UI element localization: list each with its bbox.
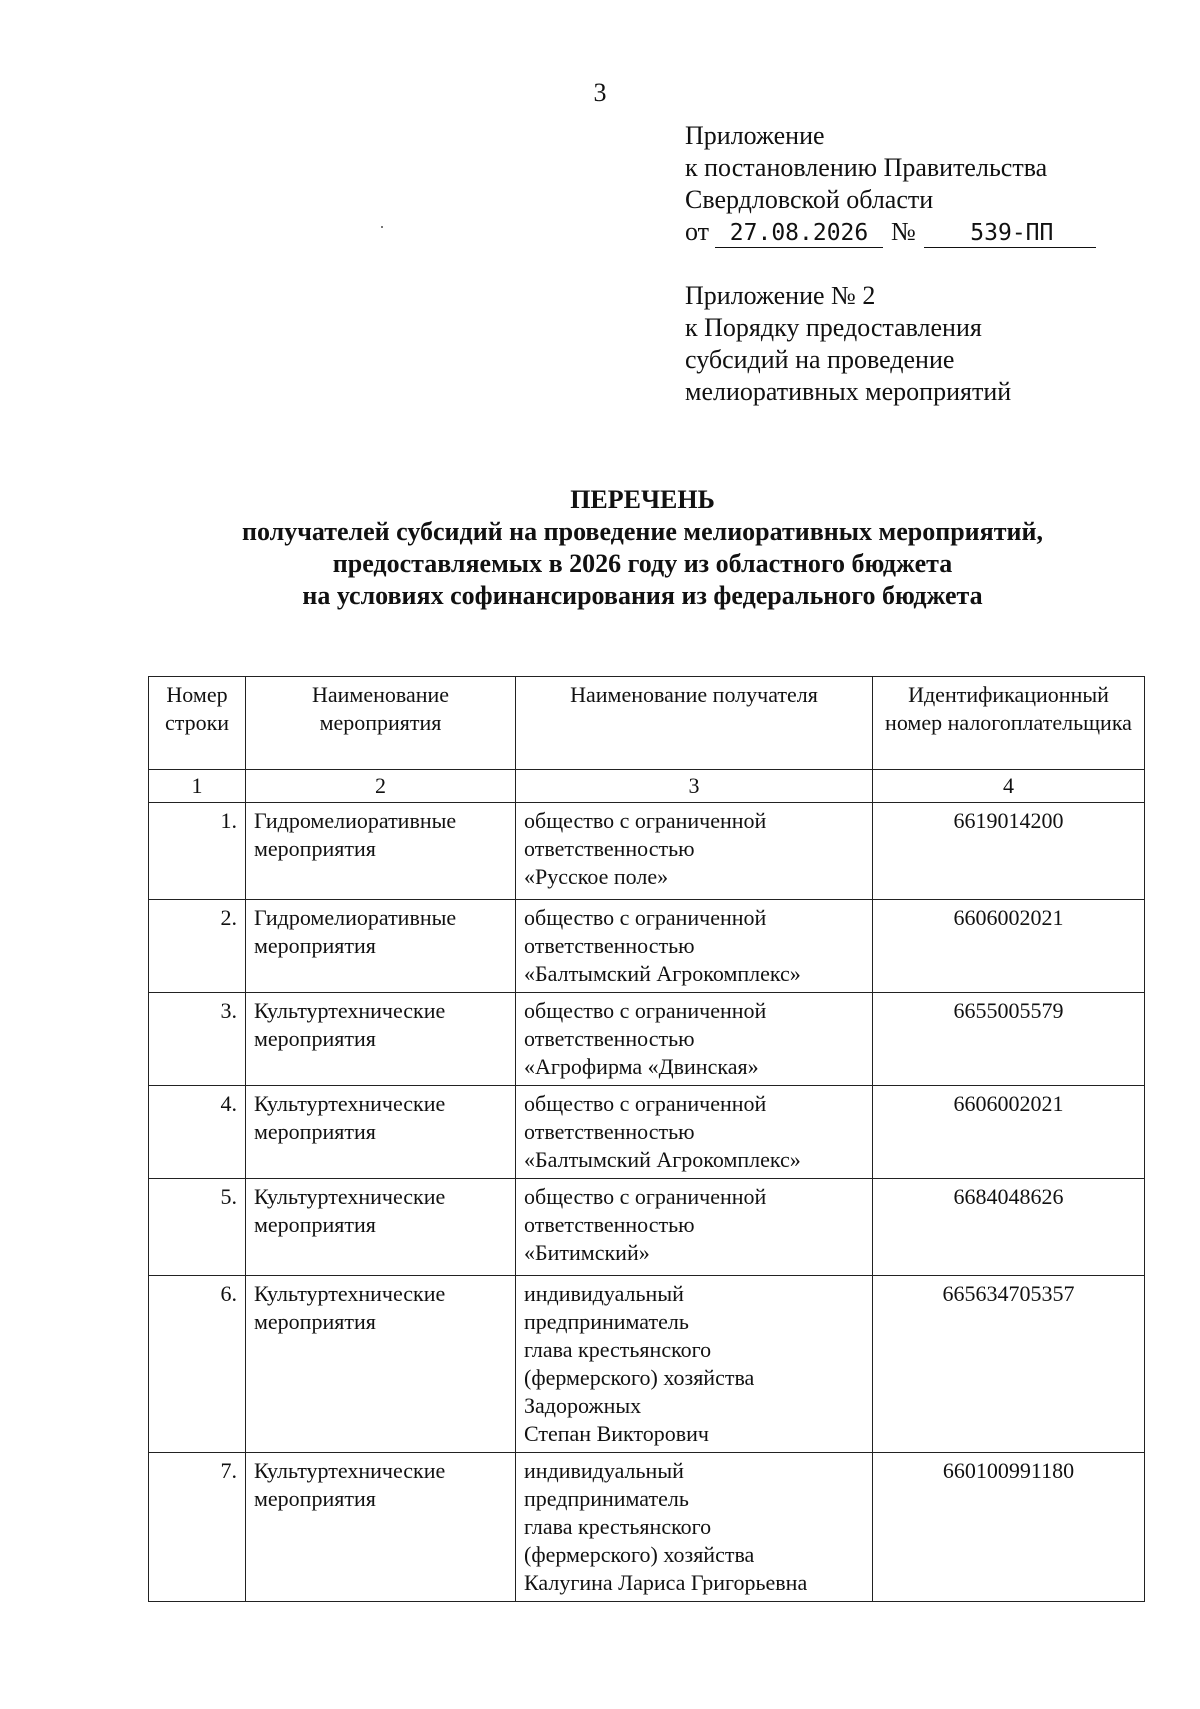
row-activity: Культуртехнические мероприятия (246, 1453, 516, 1602)
title-line2: предоставляемых в 2026 году из областного бюджета (332, 549, 953, 578)
column-number: 1 (149, 770, 246, 803)
attachment-order-line4: мелиоративных мероприятий (685, 377, 1012, 406)
decree-date-number-line (685, 216, 1096, 248)
column-number: 4 (873, 770, 1145, 803)
attachment-order-line3: субсидий на проведение (685, 345, 955, 374)
row-number: 2. (149, 900, 246, 993)
row-number: 7. (149, 1453, 246, 1602)
decree-date-field: 27.08.2026 (715, 219, 883, 248)
decree-date-prefix: от (685, 217, 710, 246)
row-number: 1. (149, 803, 246, 900)
decree-number-field: 539-ПП (924, 219, 1096, 248)
title-main: ПЕРЕЧЕНЬ (570, 485, 715, 514)
header-row-number: Номер строки (149, 677, 246, 770)
row-inn: 6606002021 (873, 900, 1145, 993)
row-inn: 665634705357 (873, 1276, 1145, 1453)
row-number: 4. (149, 1086, 246, 1179)
row-inn: 6655005579 (873, 993, 1145, 1086)
attachment-order-line1: Приложение № 2 (685, 281, 876, 310)
table-row (149, 1276, 1145, 1453)
row-number: 3. (149, 993, 246, 1086)
scan-speck (381, 226, 383, 228)
attachment-order-block (685, 280, 1011, 408)
row-inn: 660100991180 (873, 1453, 1145, 1602)
row-recipient: общество с ограниченной ответственностью «Балтымский Агрокомплекс» (516, 1086, 873, 1179)
row-recipient: общество с ограниченной ответственностью «Русское поле» (516, 803, 873, 900)
row-recipient: общество с ограниченной ответственностью «Агрофирма «Двинская» (516, 993, 873, 1086)
row-activity: Гидромелиоративные мероприятия (246, 803, 516, 900)
decree-number-prefix: № (891, 217, 916, 246)
recipients-table (148, 676, 1145, 1602)
row-number: 5. (149, 1179, 246, 1276)
header-recipient: Наименование получателя (516, 677, 873, 770)
table-row (149, 993, 1145, 1086)
row-recipient: общество с ограниченной ответственностью «Битимский» (516, 1179, 873, 1276)
table-row (149, 1086, 1145, 1179)
row-activity: Гидромелиоративные мероприятия (246, 900, 516, 993)
table-row (149, 803, 1145, 900)
table-row (149, 900, 1145, 993)
table-column-numbers-row (149, 770, 1145, 803)
attachment-decree-line3: Свердловской области (685, 185, 934, 214)
attachment-decree-block (685, 120, 1096, 248)
header-activity: Наименование мероприятия (246, 677, 516, 770)
header-inn: Идентификационный номер налогоплательщика (873, 677, 1145, 770)
row-recipient: индивидуальный предприниматель глава крестьянского (фермерского) хозяйства Калугина Лариса Григорьевна (516, 1453, 873, 1602)
column-number: 2 (246, 770, 516, 803)
document-title (0, 484, 1200, 612)
row-recipient: индивидуальный предприниматель глава крестьянского (фермерского) хозяйства Задорожных Степан Викторович (516, 1276, 873, 1453)
table-header-row (149, 677, 1145, 770)
row-activity: Культуртехнические мероприятия (246, 1086, 516, 1179)
title-line1: получателей субсидий на проведение мелиоративных мероприятий, (242, 517, 1043, 546)
attachment-decree-line1: Приложение (685, 121, 825, 150)
attachment-order-line2: к Порядку предоставления (685, 313, 982, 342)
row-number: 6. (149, 1276, 246, 1453)
row-activity: Культуртехнические мероприятия (246, 1179, 516, 1276)
attachment-decree-line2: к постановлению Правительства (685, 153, 1048, 182)
row-inn: 6606002021 (873, 1086, 1145, 1179)
column-number: 3 (516, 770, 873, 803)
table-row (149, 1179, 1145, 1276)
table-row (149, 1453, 1145, 1602)
row-activity: Культуртехнические мероприятия (246, 1276, 516, 1453)
row-activity: Культуртехнические мероприятия (246, 993, 516, 1086)
row-inn: 6684048626 (873, 1179, 1145, 1276)
row-inn: 6619014200 (873, 803, 1145, 900)
title-line3: на условиях софинансирования из федерального бюджета (302, 581, 983, 610)
page-number: 3 (593, 78, 607, 107)
row-recipient: общество с ограниченной ответственностью «Балтымский Агрокомплекс» (516, 900, 873, 993)
